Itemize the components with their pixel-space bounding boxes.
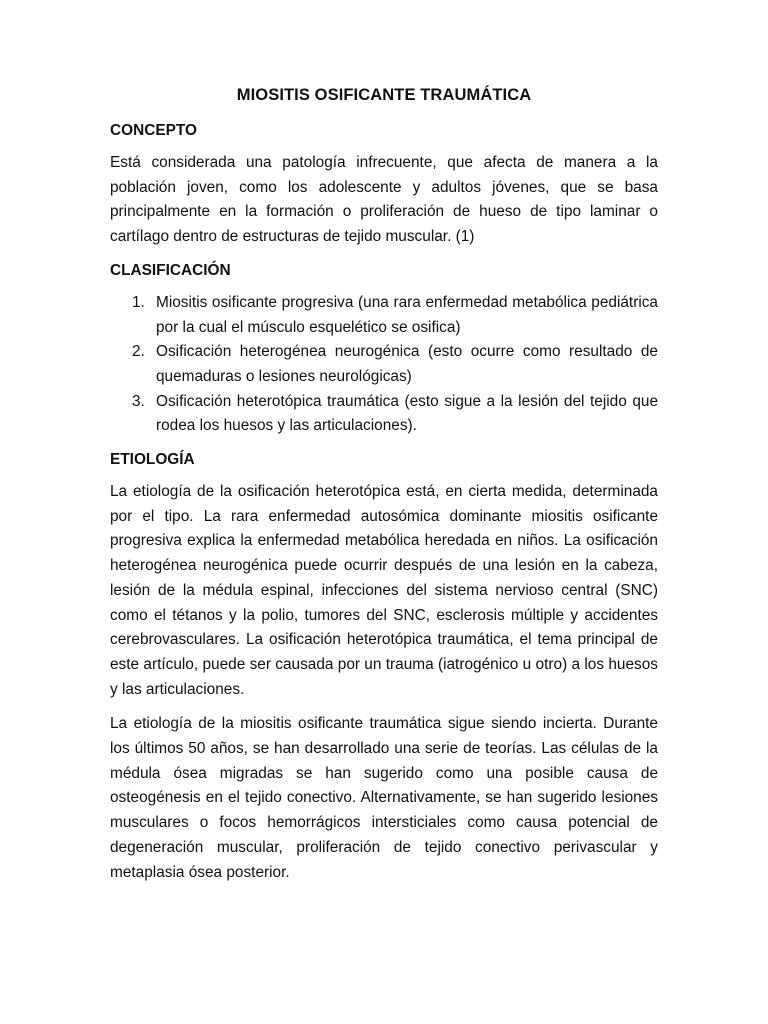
list-item-number: 2. (132, 343, 145, 361)
etiologia-paragraph-2: La etiología de la miositis osificante traumática sigue siendo incierta. Durante los últimos 50 años, se han desarrollado una serie de teorías. Las células de la médula ósea migradas se han sugerido como una posible causa de osteogénesis en el tejido conectivo. Alternativamente, se han sugerido lesiones musculares o focos hemorrágicos intersticiales como causa potencial de degeneración muscular, proliferación de tejido conectivo perivascular y metaplasia ósea posterior. (110, 715, 658, 881)
document-title: MIOSITIS OSIFICANTE TRAUMÁTICA (236, 86, 532, 104)
list-item-text: Miositis osificante progresiva (una rara enfermedad metabólica pediátrica por la cual el músculo esquelético se osifica) (156, 293, 658, 336)
list-item (110, 340, 658, 389)
list-item-text: Osificación heterogénea neurogénica (esto ocurre como resultado de quemaduras o lesiones neurológicas) (156, 343, 658, 385)
list-item-number: 3. (132, 392, 145, 410)
list-item (110, 390, 658, 439)
section-heading-etiologia: ETIOLOGÍA (110, 451, 195, 469)
clasificacion-list (110, 291, 658, 439)
document-content (110, 84, 658, 895)
section-heading-clasificacion: CLASIFICACIÓN (110, 261, 231, 279)
section-heading-concepto: CONCEPTO (110, 122, 197, 139)
list-item (110, 291, 658, 340)
concepto-paragraph: Está considerada una patología infrecuente, que afecta de manera a la población joven, como los adolescente y adultos jóvenes, que se basa principalmente en la formación o proliferación de hueso de tipo laminar o cartílago dentro de estructuras de tejido muscular. (1) (110, 154, 658, 246)
etiologia-paragraph-1: La etiología de la osificación heterotópica está, en cierta medida, determinada por el tipo. La rara enfermedad autosómica dominante miositis osificante progresiva explica la enfermedad metabólica heredada en niños. La osificación heterogénea neurogénica puede ocurrir después de una lesión en la cabeza, lesión de la médula espinal, infecciones del sistema nervioso central (SNC) como el tétanos y la polio, tumores del SNC, esclerosis múltiple y accidentes cerebrovasculares. La osificación heterotópica traumática, el tema principal de este artículo, puede ser causada por un trauma (iatrogénico u otro) a los huesos y las articulaciones. (110, 483, 658, 698)
list-item-text: Osificación heterotópica traumática (esto sigue a la lesión del tejido que rodea los huesos y las articulaciones). (156, 392, 658, 435)
list-item-number: 1. (132, 293, 145, 311)
